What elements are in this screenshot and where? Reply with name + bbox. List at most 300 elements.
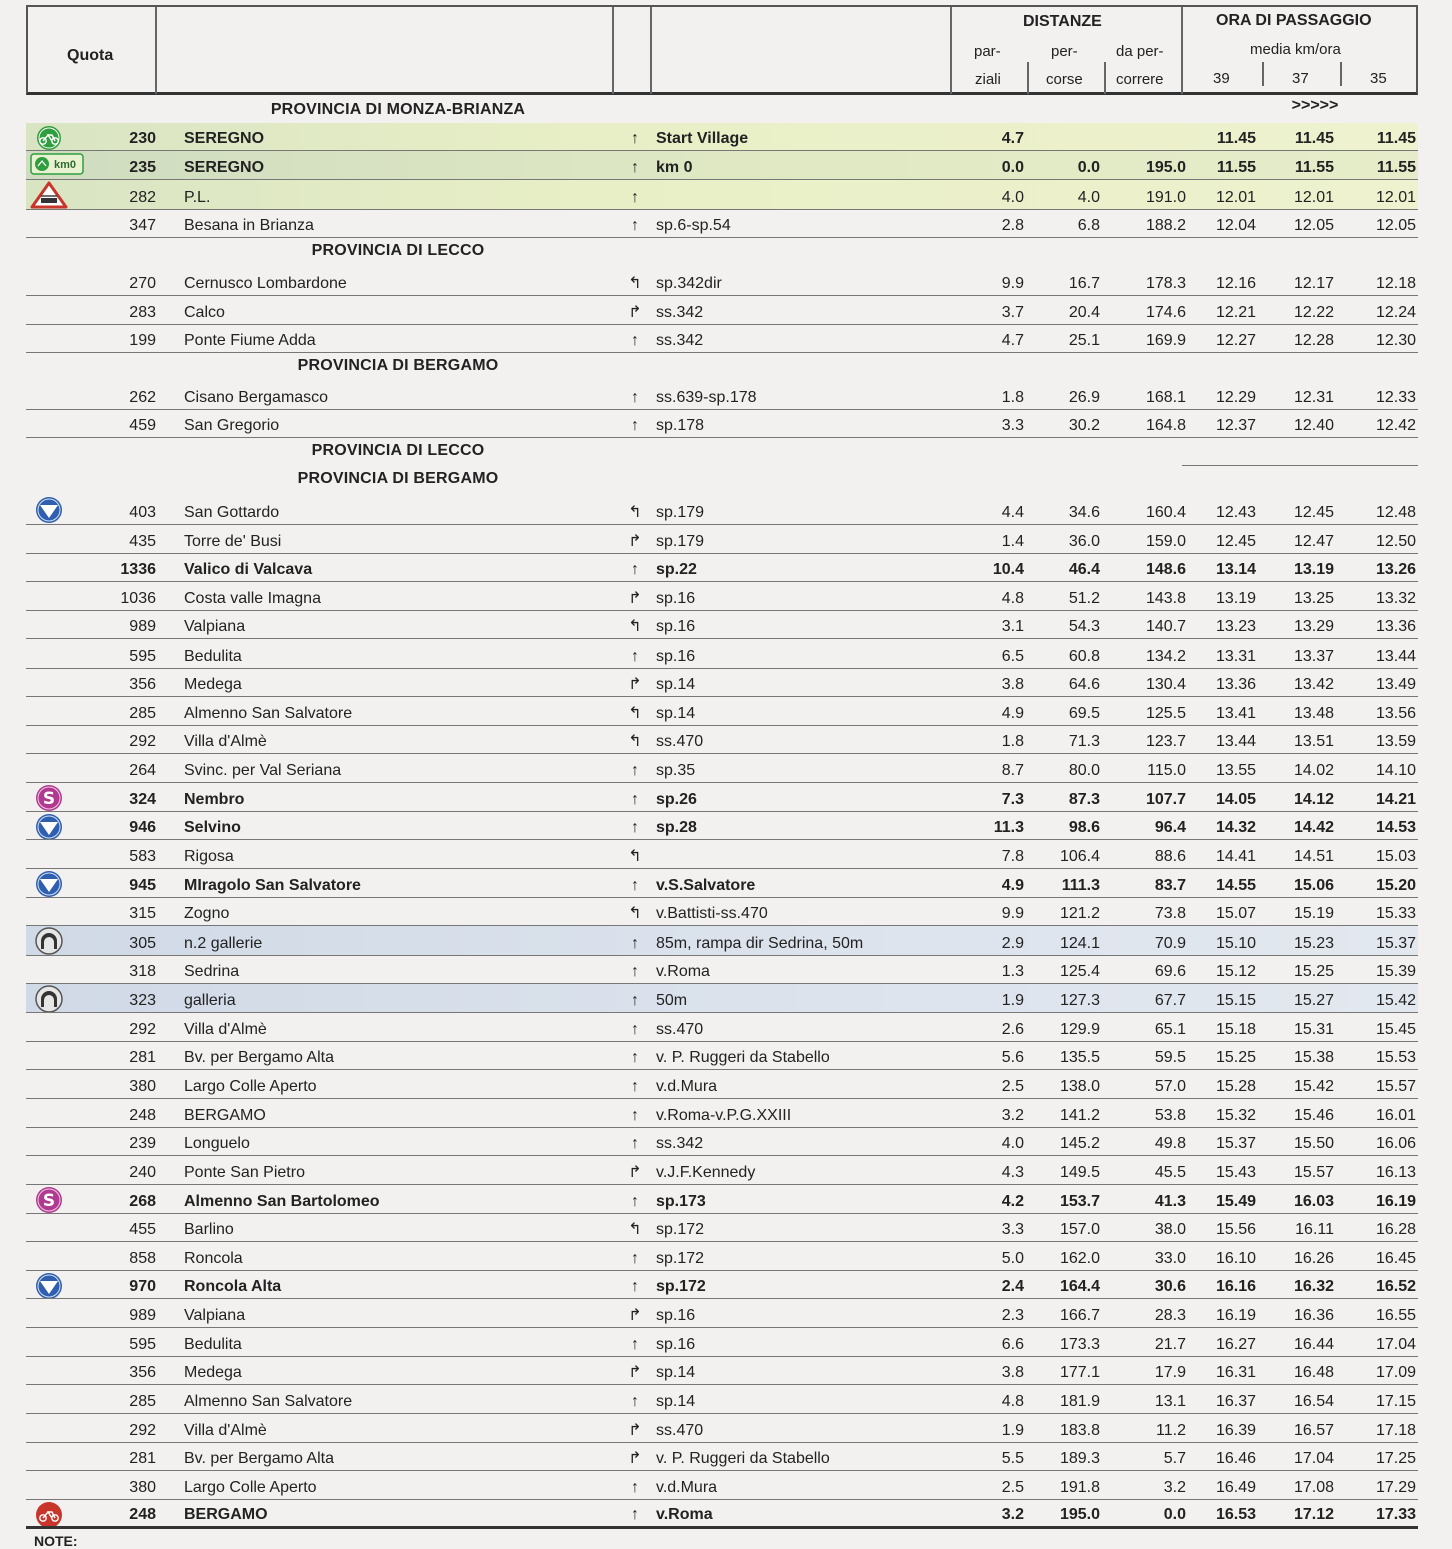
time-37-cell: 12.45 [1293, 504, 1334, 521]
covered-distance-cell: 183.8 [1059, 1422, 1100, 1439]
direction-arrow: ↑ [631, 935, 639, 952]
direction-arrow: ↰ [628, 848, 642, 865]
svg-text:S: S [42, 789, 56, 809]
table-header [26, 5, 1418, 95]
direction-arrow: ↑ [631, 389, 639, 406]
time-37-cell: 15.31 [1293, 1021, 1334, 1038]
time-37-cell: 13.42 [1293, 676, 1334, 693]
time-35-cell: 12.24 [1375, 304, 1416, 321]
partial-distance-cell: 3.3 [1001, 417, 1024, 434]
partial-distance-cell: 4.8 [1001, 590, 1024, 607]
remaining-distance-cell: 115.0 [1147, 762, 1186, 779]
covered-distance-cell: 166.7 [1059, 1307, 1100, 1324]
direction-marker: >>>>> [1291, 97, 1339, 114]
header-parziali-a: par- [974, 43, 1001, 60]
quota-cell: 455 [129, 1221, 156, 1238]
road-cell: v.J.F.Kennedy [656, 1164, 756, 1181]
road-cell: ss.470 [656, 733, 704, 750]
quota-cell: 230 [129, 130, 156, 147]
direction-arrow: ↑ [631, 130, 639, 147]
time-35-cell: 12.50 [1375, 533, 1416, 550]
time-39-cell: 11.55 [1216, 159, 1256, 176]
time-37-cell: 15.06 [1293, 877, 1334, 894]
time-37-cell: 16.48 [1293, 1364, 1334, 1381]
partial-distance-cell: 7.8 [1001, 848, 1024, 865]
road-cell: ss.470 [656, 1422, 704, 1439]
covered-distance-cell: 80.0 [1068, 762, 1100, 779]
road-cell: sp.26 [656, 791, 697, 808]
remaining-distance-cell: 143.8 [1145, 590, 1186, 607]
time-39-cell: 13.55 [1215, 762, 1256, 779]
direction-arrow: ↱ [628, 533, 642, 550]
remaining-distance-cell: 65.1 [1154, 1021, 1186, 1038]
direction-arrow: ↑ [631, 217, 639, 234]
time-35-cell: 12.33 [1375, 389, 1416, 406]
quota-cell: 318 [129, 963, 156, 980]
partial-distance-cell: 2.4 [1001, 1278, 1024, 1295]
gpm-icon [30, 813, 68, 841]
road-cell: 85m, rampa dir Sedrina, 50m [656, 935, 864, 952]
time-35-cell: 16.52 [1375, 1278, 1416, 1295]
table-row [26, 956, 1418, 984]
covered-distance-cell: 51.2 [1068, 590, 1100, 607]
place-cell: Svinc. per Val Seriana [184, 762, 342, 779]
remaining-distance-cell: 88.6 [1154, 848, 1186, 865]
partial-distance-cell: 4.2 [1001, 1193, 1024, 1210]
road-cell: v. P. Ruggeri da Stabello [656, 1049, 830, 1066]
place-cell: Villa d'Almè [184, 1422, 267, 1439]
direction-arrow: ↑ [631, 1135, 639, 1152]
road-cell: 50m [656, 992, 688, 1009]
direction-arrow: ↑ [631, 791, 639, 808]
table-row [26, 525, 1418, 554]
time-39-cell: 14.05 [1215, 791, 1256, 808]
time-35-cell: 16.19 [1375, 1193, 1416, 1210]
table-row [26, 812, 1418, 840]
place-cell: BERGAMO [184, 1107, 266, 1124]
time-37-cell: 16.44 [1293, 1336, 1334, 1353]
quota-cell: 595 [129, 1336, 156, 1353]
table-row [26, 1185, 1418, 1214]
table-row [26, 754, 1418, 783]
time-35-cell: 15.57 [1375, 1078, 1416, 1095]
place-cell: Largo Colle Aperto [184, 1078, 317, 1095]
remaining-distance-cell: 83.7 [1154, 877, 1186, 894]
remaining-distance-cell: 160.4 [1145, 504, 1186, 521]
direction-arrow: ↑ [631, 819, 639, 836]
partial-distance-cell: 3.3 [1001, 1221, 1024, 1238]
gpm-icon [30, 1272, 68, 1300]
time-39-cell: 13.44 [1215, 733, 1256, 750]
time-37-cell: 15.25 [1293, 963, 1334, 980]
table-row [26, 1070, 1418, 1099]
time-35-cell: 12.42 [1375, 417, 1416, 434]
header-media: media km/ora [1250, 41, 1341, 58]
covered-distance-cell: 181.9 [1059, 1393, 1100, 1410]
table-row [26, 1443, 1418, 1471]
covered-distance-cell: 138.0 [1059, 1078, 1100, 1095]
road-cell: ss.470 [656, 1021, 704, 1038]
partial-distance-cell: 7.3 [1001, 791, 1024, 808]
remaining-distance-cell: 5.7 [1163, 1450, 1186, 1467]
time-37-cell: 15.27 [1293, 992, 1334, 1009]
partial-distance-cell: 2.3 [1001, 1307, 1024, 1324]
quota-cell: 946 [129, 819, 156, 836]
partial-distance-cell: 3.7 [1001, 304, 1024, 321]
direction-arrow: ↱ [628, 1422, 642, 1439]
covered-distance-cell: 135.5 [1059, 1049, 1100, 1066]
road-cell [656, 180, 956, 210]
table-row [26, 1042, 1418, 1070]
time-35-cell: 16.13 [1375, 1164, 1416, 1181]
covered-distance-cell: 145.2 [1059, 1135, 1100, 1152]
quota-cell: 459 [129, 417, 156, 434]
quota-cell: 323 [129, 992, 156, 1009]
time-37-cell: 15.38 [1293, 1049, 1334, 1066]
road-cell: sp.14 [656, 1393, 696, 1410]
direction-arrow: ↑ [631, 332, 639, 349]
place-cell: Valpiana [184, 1307, 246, 1324]
road-cell: sp.172 [656, 1250, 705, 1267]
place-cell: Roncola Alta [184, 1278, 282, 1295]
quota-cell: 270 [129, 275, 156, 292]
partial-distance-cell: 2.8 [1001, 217, 1024, 234]
header-ora-passaggio: ORA DI PASSAGGIO [1216, 12, 1372, 29]
time-39-cell: 15.07 [1215, 905, 1256, 922]
direction-arrow: ↑ [631, 1193, 639, 1210]
time-37-cell: 13.51 [1293, 733, 1334, 750]
time-35-cell: 17.09 [1375, 1364, 1416, 1381]
place-cell: Bv. per Bergamo Alta [184, 1450, 334, 1467]
place-cell: Almenno San Bartolomeo [184, 1193, 380, 1210]
direction-arrow: ↑ [631, 561, 639, 578]
place-cell: galleria [184, 992, 236, 1009]
time-37-cell: 12.01 [1293, 189, 1334, 206]
time-35-cell: 12.01 [1375, 189, 1416, 206]
partial-distance-cell: 2.5 [1001, 1078, 1024, 1095]
time-37-cell: 14.51 [1293, 848, 1334, 865]
direction-arrow: ↑ [631, 992, 639, 1009]
place-cell: Sedrina [184, 963, 240, 980]
direction-arrow: ↱ [628, 1307, 642, 1324]
place-cell: Villa d'Almè [184, 1021, 267, 1038]
table-row [26, 582, 1418, 611]
table-row [26, 1328, 1418, 1357]
covered-distance-cell: 64.6 [1068, 676, 1100, 693]
start-village-icon [30, 124, 68, 152]
covered-distance-cell [1042, 123, 1100, 151]
time-35-cell: 13.36 [1375, 618, 1416, 635]
province-row [26, 97, 1418, 123]
covered-distance-cell: 26.9 [1068, 389, 1100, 406]
partial-distance-cell: 3.2 [1001, 1506, 1024, 1523]
table-row [26, 151, 1418, 180]
direction-arrow: ↰ [628, 905, 642, 922]
covered-distance-cell: 129.9 [1059, 1021, 1100, 1038]
covered-distance-cell: 30.2 [1068, 417, 1100, 434]
road-cell: sp.14 [656, 676, 696, 693]
header-percorse-b: corse [1046, 71, 1083, 88]
time-35-cell: 13.49 [1375, 676, 1416, 693]
time-37-cell: 16.54 [1293, 1393, 1334, 1410]
direction-arrow: ↑ [631, 1021, 639, 1038]
time-39-cell: 12.01 [1215, 189, 1256, 206]
direction-arrow: ↱ [628, 1450, 642, 1467]
direction-arrow: ↑ [631, 963, 639, 980]
quota-cell: 989 [129, 618, 156, 635]
partial-distance-cell: 6.5 [1001, 648, 1024, 665]
remaining-distance-cell: 191.0 [1145, 189, 1186, 206]
time-37-cell: 14.42 [1293, 819, 1334, 836]
place-cell: Medega [184, 676, 242, 693]
covered-distance-cell: 36.0 [1068, 533, 1100, 550]
table-row [26, 669, 1418, 697]
quota-cell: 435 [129, 533, 156, 550]
quota-cell: 1036 [120, 590, 156, 607]
time-35-cell: 11.45 [1376, 130, 1416, 147]
time-35-cell: 15.39 [1375, 963, 1416, 980]
time-39-cell: 13.19 [1215, 590, 1256, 607]
svg-text:S: S [42, 1191, 56, 1211]
table-row [26, 984, 1418, 1013]
quota-cell: 356 [129, 676, 156, 693]
table-row [26, 926, 1418, 956]
bottom-rule [26, 1526, 1418, 1529]
time-35-cell: 17.29 [1375, 1479, 1416, 1496]
time-37-cell: 15.23 [1293, 935, 1334, 952]
time-39-cell: 12.45 [1215, 533, 1256, 550]
quota-cell: 945 [129, 877, 156, 894]
direction-arrow: ↰ [628, 1221, 642, 1238]
covered-distance-cell: 20.4 [1068, 304, 1100, 321]
remaining-distance-cell: 45.5 [1154, 1164, 1186, 1181]
partial-distance-cell: 3.1 [1001, 618, 1024, 635]
covered-distance-cell: 164.4 [1059, 1278, 1100, 1295]
province-row [26, 353, 1418, 381]
road-cell: sp.22 [656, 561, 697, 578]
covered-distance-cell: 162.0 [1059, 1250, 1100, 1267]
time-39-cell: 15.56 [1215, 1221, 1256, 1238]
partial-distance-cell: 1.3 [1001, 963, 1024, 980]
place-cell: Almenno San Salvatore [184, 705, 353, 722]
header-distanze: DISTANZE [1023, 13, 1102, 30]
time-37-cell: 13.25 [1293, 590, 1334, 607]
quota-cell: 305 [129, 935, 156, 952]
time-35-cell: 15.45 [1375, 1021, 1416, 1038]
time-37-cell: 15.46 [1293, 1107, 1334, 1124]
partial-distance-cell: 3.8 [1001, 676, 1024, 693]
covered-distance-cell: 6.8 [1077, 217, 1100, 234]
table-row [26, 1299, 1418, 1328]
road-cell: sp.342dir [656, 275, 722, 292]
time-39-cell: 14.41 [1215, 848, 1256, 865]
place-cell: MIragolo San Salvatore [184, 877, 361, 894]
partial-distance-cell: 5.6 [1001, 1049, 1024, 1066]
remaining-distance-cell: 17.9 [1154, 1364, 1186, 1381]
place-cell: Valpiana [184, 618, 246, 635]
road-cell: sp.172 [656, 1221, 705, 1238]
time-35-cell: 12.05 [1375, 217, 1416, 234]
quota-cell: 380 [129, 1078, 156, 1095]
time-39-cell: 16.39 [1215, 1422, 1256, 1439]
place-cell: SEREGNO [184, 130, 265, 147]
remaining-distance-cell: 169.9 [1145, 332, 1186, 349]
quota-cell: 199 [129, 332, 156, 349]
table-row [26, 180, 1418, 210]
time-35-cell: 16.45 [1375, 1250, 1416, 1267]
covered-distance-cell: 173.3 [1059, 1336, 1100, 1353]
remaining-distance-cell: 30.6 [1154, 1278, 1186, 1295]
remaining-distance-cell: 41.3 [1154, 1193, 1186, 1210]
quota-cell: 248 [129, 1506, 156, 1523]
partial-distance-cell: 5.0 [1001, 1250, 1024, 1267]
remaining-distance-cell: 140.7 [1145, 618, 1186, 635]
road-cell: sp.173 [656, 1193, 706, 1210]
time-35-cell: 15.33 [1375, 905, 1416, 922]
direction-arrow: ↑ [631, 1049, 639, 1066]
partial-distance-cell: 3.2 [1001, 1107, 1024, 1124]
table-row [26, 611, 1418, 639]
time-39-cell: 15.25 [1215, 1049, 1256, 1066]
quota-cell: 281 [129, 1049, 156, 1066]
place-cell: Valico di Valcava [184, 561, 313, 578]
quota-cell: 268 [129, 1193, 156, 1210]
table-row [26, 1385, 1418, 1414]
covered-distance-cell: 121.2 [1059, 905, 1100, 922]
header-speed-39: 39 [1213, 70, 1230, 87]
direction-arrow: ↑ [631, 159, 639, 176]
notes-label: NOTE: [34, 1533, 78, 1549]
remaining-distance-cell: 28.3 [1154, 1307, 1186, 1324]
partial-distance-cell: 10.4 [992, 561, 1024, 578]
table-row [26, 266, 1418, 296]
time-37-cell: 17.12 [1293, 1506, 1334, 1523]
place-cell: Nembro [184, 791, 245, 808]
header-quota: Quota [67, 47, 114, 64]
covered-distance-cell: 0.0 [1077, 159, 1100, 176]
place-cell: Zogno [184, 905, 230, 922]
quota-cell: 292 [129, 1021, 156, 1038]
time-37-cell: 12.31 [1293, 389, 1334, 406]
time-37-cell: 16.11 [1295, 1221, 1334, 1238]
road-cell: Start Village [656, 130, 749, 147]
table-row [26, 1214, 1418, 1242]
direction-arrow: ↰ [628, 618, 642, 635]
remaining-distance-cell: 123.7 [1145, 733, 1186, 750]
header-dapercorrere-a: da per- [1116, 43, 1164, 60]
time-39-cell: 12.29 [1215, 389, 1256, 406]
remaining-distance-cell: 159.0 [1145, 533, 1186, 550]
place-cell: San Gregorio [184, 417, 280, 434]
covered-distance-cell: 46.4 [1068, 561, 1100, 578]
table-row [26, 726, 1418, 754]
road-cell: sp.16 [656, 590, 696, 607]
remaining-distance-cell: 53.8 [1154, 1107, 1186, 1124]
partial-distance-cell: 5.5 [1001, 1450, 1024, 1467]
place-cell: Bv. per Bergamo Alta [184, 1049, 334, 1066]
quota-cell: 356 [129, 1364, 156, 1381]
road-cell: sp.16 [656, 648, 696, 665]
remaining-distance-cell: 13.1 [1154, 1393, 1186, 1410]
road-cell: sp.14 [656, 1364, 696, 1381]
table-row [26, 381, 1418, 410]
header-speed-35: 35 [1370, 70, 1387, 87]
time-37-cell: 15.57 [1293, 1164, 1334, 1181]
road-cell: sp.179 [656, 533, 705, 550]
header-parziali-b: ziali [975, 71, 1001, 88]
partial-distance-cell: 4.3 [1001, 1164, 1024, 1181]
quota-cell: 380 [129, 1479, 156, 1496]
direction-arrow: ↑ [631, 1278, 639, 1295]
covered-distance-cell: 106.4 [1059, 848, 1100, 865]
remaining-distance-cell: 107.7 [1145, 791, 1186, 808]
place-cell: Besana in Brianza [184, 217, 314, 234]
time-39-cell: 13.31 [1215, 648, 1256, 665]
place-cell: Selvino [184, 819, 241, 836]
province-row [26, 438, 1418, 466]
road-cell: v.Roma-v.P.G.XXIII [656, 1107, 792, 1124]
direction-arrow: ↱ [628, 676, 642, 693]
table-row [26, 1414, 1418, 1443]
covered-distance-cell: 4.0 [1077, 189, 1100, 206]
place-cell: Bedulita [184, 1336, 242, 1353]
covered-distance-cell: 16.7 [1068, 275, 1100, 292]
time-37-cell: 16.57 [1293, 1422, 1334, 1439]
table-row [26, 1500, 1418, 1527]
time-35-cell: 13.59 [1375, 733, 1416, 750]
time-37-cell: 17.04 [1293, 1450, 1334, 1467]
remaining-distance-cell: 11.2 [1156, 1422, 1186, 1439]
time-37-cell: 12.28 [1293, 332, 1334, 349]
direction-arrow: ↑ [631, 648, 639, 665]
time-35-cell: 14.21 [1375, 791, 1416, 808]
direction-arrow: ↑ [631, 1336, 639, 1353]
time-39-cell: 16.19 [1215, 1307, 1256, 1324]
time-37-cell: 11.55 [1294, 159, 1334, 176]
remaining-distance-cell: 21.7 [1154, 1336, 1186, 1353]
time-39-cell: 16.49 [1215, 1479, 1256, 1496]
time-35-cell: 12.18 [1375, 275, 1416, 292]
time-37-cell: 11.45 [1294, 130, 1334, 147]
road-cell: v.Roma [656, 963, 710, 980]
quota-cell: 285 [129, 1393, 156, 1410]
direction-arrow: ↑ [631, 877, 639, 894]
quota-cell: 240 [129, 1164, 156, 1181]
road-cell: sp.28 [656, 819, 697, 836]
time-35-cell: 13.44 [1375, 648, 1416, 665]
time-37-cell: 16.26 [1293, 1250, 1334, 1267]
time-39-cell: 15.15 [1215, 992, 1256, 1009]
tunnel-icon [30, 927, 68, 955]
place-cell: San Gottardo [184, 504, 280, 521]
direction-arrow: ↑ [631, 1250, 639, 1267]
table-row [26, 1156, 1418, 1185]
table-row [26, 296, 1418, 325]
place-cell: BERGAMO [184, 1506, 268, 1523]
covered-distance-cell: 60.8 [1068, 648, 1100, 665]
direction-arrow: ↑ [631, 1479, 639, 1496]
place-cell: Ponte Fiume Adda [184, 332, 316, 349]
time-37-cell: 12.17 [1293, 275, 1334, 292]
quota-cell: 235 [129, 159, 156, 176]
province-row [26, 466, 1418, 495]
time-39-cell: 15.10 [1215, 935, 1256, 952]
time-39-cell: 15.28 [1215, 1078, 1256, 1095]
road-cell: sp.179 [656, 504, 705, 521]
time-37-cell: 12.40 [1293, 417, 1334, 434]
table-row [26, 123, 1418, 151]
direction-arrow: ↱ [628, 304, 642, 321]
